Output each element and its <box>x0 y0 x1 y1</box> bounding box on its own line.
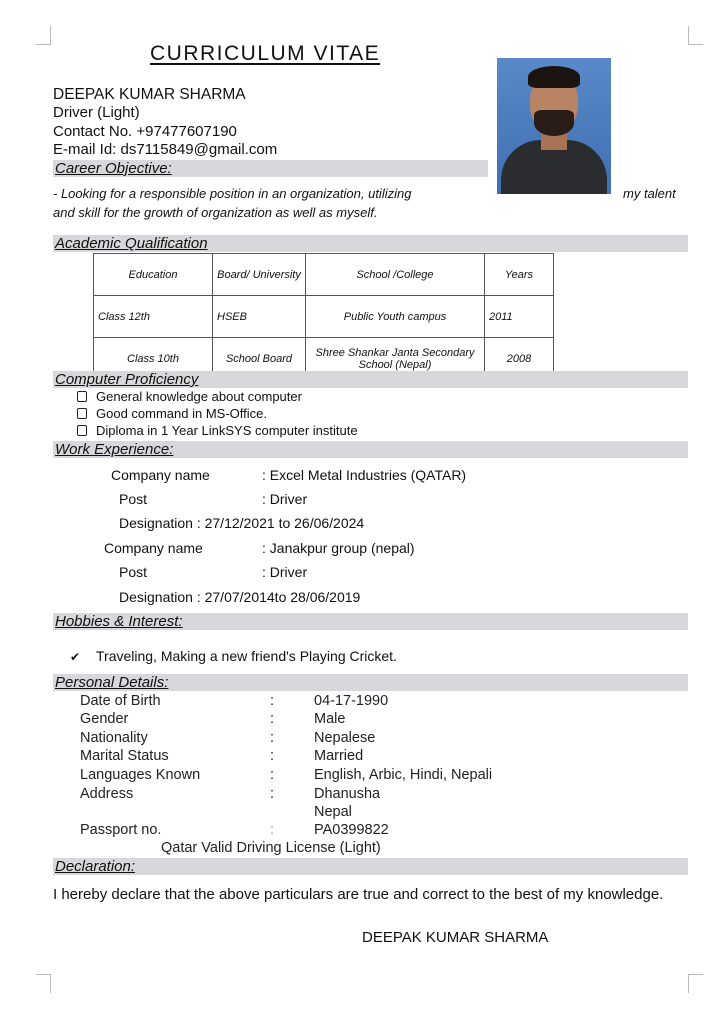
section-academic <box>53 235 688 252</box>
section-personal <box>53 674 688 691</box>
column-header: Years <box>485 254 554 296</box>
crop-mark-bottom-left <box>36 974 51 993</box>
section-work <box>53 441 688 458</box>
job-1-post-label: Post <box>119 491 148 507</box>
colon: : <box>270 693 275 709</box>
signature-name: DEEPAK KUMAR SHARMA <box>362 929 549 946</box>
crop-mark-top-right <box>688 26 703 45</box>
job-1-post: : Driver <box>262 491 308 507</box>
driving-license: Qatar Valid Driving License (Light) <box>161 840 381 856</box>
hobbies-text: Traveling, Making a new friend's Playing Cricket. <box>96 648 397 664</box>
colon: : <box>270 786 275 802</box>
check-mark-icon: ✔ <box>70 650 81 664</box>
section-heading: Computer Proficiency <box>55 371 199 388</box>
list-item <box>76 388 358 405</box>
list-item <box>76 422 358 439</box>
address-country: Nepal <box>314 804 352 820</box>
section-heading: Personal Details: <box>55 674 169 691</box>
section-heading: Hobbies & Interest: <box>55 613 183 630</box>
languages-label: Languages Known <box>80 767 201 783</box>
cell-board: School Board <box>213 338 306 380</box>
gender-label: Gender <box>80 711 129 727</box>
section-computer <box>53 371 688 388</box>
career-objective-text <box>53 184 693 222</box>
objective-line-2: and skill for the growth of organization as well as myself. <box>53 205 378 220</box>
column-header: Education <box>94 254 213 296</box>
dob-value: 04-17-1990 <box>314 693 389 709</box>
section-hobbies <box>53 613 688 630</box>
cell-education: Class 10th <box>94 338 213 380</box>
academic-table <box>93 253 554 380</box>
cell-year: 2011 <box>485 296 554 338</box>
candidate-role: Driver (Light) <box>53 104 140 121</box>
job-2-company: : Janakpur group (nepal) <box>262 540 415 556</box>
section-heading: Work Experience: <box>55 441 174 458</box>
section-career-objective <box>53 160 488 177</box>
list-item-text: Good command in MS-Office. <box>96 406 267 421</box>
list-item-text: General knowledge about computer <box>96 389 302 404</box>
column-header: School /College <box>306 254 485 296</box>
objective-line-1-tail: my talent <box>623 186 676 201</box>
job-1-company: : Excel Metal Industries (QATAR) <box>262 467 467 483</box>
address-value: Dhanusha <box>314 786 381 802</box>
marital-status-value: Married <box>314 748 364 764</box>
job-2-post: : Driver <box>262 564 308 580</box>
passport-label: Passport no. <box>80 822 162 838</box>
checkbox-bullet-icon <box>77 408 87 419</box>
section-heading: Declaration: <box>55 858 136 875</box>
checkbox-bullet-icon <box>77 425 87 436</box>
checkbox-bullet-icon <box>77 391 87 402</box>
passport-value: PA0399822 <box>314 822 389 838</box>
candidate-name: DEEPAK KUMAR SHARMA <box>53 86 246 103</box>
colon: : <box>270 748 275 764</box>
section-heading: Career Objective: <box>55 160 172 177</box>
declaration-text: I hereby declare that the above particulars are true and correct to the best of my knowledge. <box>53 886 664 903</box>
colon: : <box>270 711 275 727</box>
cell-school: Public Youth campus <box>306 296 485 338</box>
section-declaration <box>53 858 688 875</box>
dob-label: Date of Birth <box>80 693 161 709</box>
crop-mark-bottom-right <box>688 974 703 993</box>
objective-line-1: - Looking for a responsible position in an organization, utilizing <box>53 186 412 201</box>
crop-mark-top-left <box>36 26 51 45</box>
job-2-company-label: Company name <box>104 540 203 556</box>
section-heading: Academic Qualification <box>55 235 208 252</box>
list-item-text: Diploma in 1 Year LinkSYS computer institute <box>96 423 358 438</box>
job-1-company-label: Company name <box>111 467 210 483</box>
cell-board: HSEB <box>213 296 306 338</box>
profile-photo <box>497 58 611 194</box>
hobbies-item <box>70 648 397 664</box>
column-header: Board/ University <box>213 254 306 296</box>
email-address: E-mail Id: ds7115849@gmail.com <box>53 141 278 158</box>
cell-year: 2008 <box>485 338 554 380</box>
nationality-value: Nepalese <box>314 730 376 746</box>
marital-status-label: Marital Status <box>80 748 169 764</box>
list-item <box>76 405 358 422</box>
job-2-post-label: Post <box>119 564 148 580</box>
address-label: Address <box>80 786 134 802</box>
contact-number: Contact No. +97477607190 <box>53 123 237 140</box>
document-title: CURRICULUM VITAE <box>150 42 381 65</box>
nationality-label: Nationality <box>80 730 148 746</box>
colon: : <box>270 767 275 783</box>
computer-skills-list <box>76 388 358 439</box>
job-2-designation: Designation : 27/07/2014to 28/06/2019 <box>119 589 361 605</box>
table-row <box>94 296 554 338</box>
colon: : <box>270 730 275 746</box>
job-1-designation: Designation : 27/12/2021 to 26/06/2024 <box>119 515 365 531</box>
cell-education: Class 12th <box>94 296 213 338</box>
gender-value: Male <box>314 711 346 727</box>
cell-school: Shree Shankar Janta Secondary School (Nepal) <box>306 338 485 380</box>
languages-value: English, Arbic, Hindi, Nepali <box>314 767 493 783</box>
colon: : <box>270 822 275 838</box>
